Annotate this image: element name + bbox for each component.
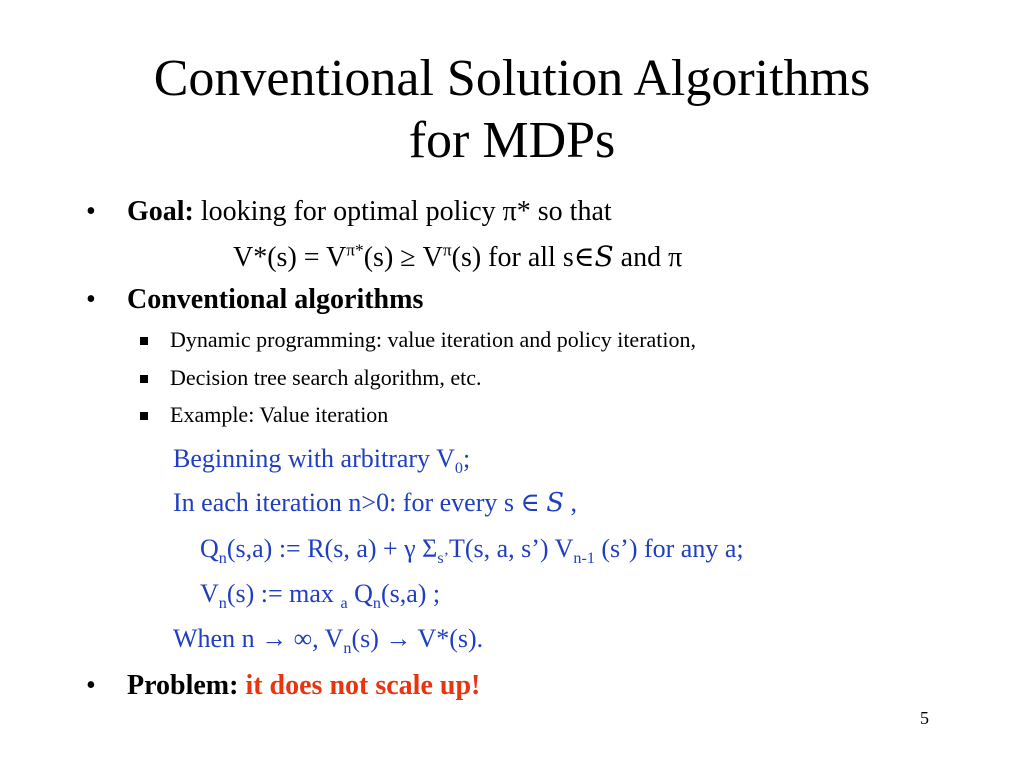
square-bullet-icon <box>140 337 148 345</box>
ex-sub: n <box>218 550 227 568</box>
example-line-3 <box>200 534 744 568</box>
title-line-2: for MDPs <box>408 112 616 169</box>
title-line-1: Conventional Solution Algorithms <box>153 50 871 107</box>
ex-sub: n <box>372 595 381 613</box>
ex-part: When n → ∞, V <box>173 624 344 653</box>
ex-part: V <box>200 579 219 608</box>
ex-part: (s) → V*(s). <box>351 624 484 653</box>
eq-part: (s) ≥ V <box>363 242 443 273</box>
ex-part: ; <box>462 444 471 473</box>
goal-line <box>127 196 612 228</box>
example-line-4 <box>200 579 441 613</box>
page-number: 5 <box>920 708 929 728</box>
ex-part: Q <box>347 579 373 608</box>
example-line-1 <box>173 444 471 478</box>
slide-title <box>0 48 1024 172</box>
goal-text: looking for optimal policy π* so that <box>200 196 612 227</box>
ex-part: , <box>564 488 578 517</box>
goal-label: Goal: <box>127 196 194 227</box>
square-bullet-icon <box>140 412 148 420</box>
ex-sub: n <box>343 640 352 658</box>
sub-item: Dynamic programming: value iteration and policy iteration, <box>170 327 697 352</box>
ex-part: T(s, a, s’) V <box>448 534 574 563</box>
bullet-dot: • <box>86 284 96 315</box>
sub-item: Example: Value iteration <box>170 402 389 427</box>
bullet-dot: • <box>86 670 96 701</box>
conventional-heading <box>127 284 423 316</box>
ex-sub: 0 <box>454 460 463 478</box>
example-line-5 <box>173 624 484 658</box>
sub-item: Decision tree search algorithm, etc. <box>170 365 482 390</box>
eq-part: V*(s) = V <box>233 242 347 273</box>
ex-sub: n-1 <box>573 550 595 568</box>
ex-part: (s,a) := R(s, a) + γ Σ <box>226 534 438 563</box>
state-set-symbol: S <box>546 488 565 518</box>
ex-part: (s’) for any a; <box>594 534 744 563</box>
example-line-2 <box>173 488 577 518</box>
eq-part: and π <box>613 242 683 273</box>
ex-sub: n <box>218 595 227 613</box>
problem-text: it does not scale up! <box>245 670 481 701</box>
eq-sup: π <box>442 240 452 260</box>
goal-equation <box>233 240 682 274</box>
square-bullet-icon <box>140 375 148 383</box>
ex-part: In each iteration n>0: for every s ∈ <box>173 488 547 517</box>
ex-part: (s) := max <box>226 579 341 608</box>
ex-part: Q <box>200 534 219 563</box>
eq-sup: π* <box>346 240 364 260</box>
bullet-dot: • <box>86 196 96 227</box>
ex-part: Beginning with arbitrary V <box>173 444 455 473</box>
ex-part: (s,a) ; <box>380 579 441 608</box>
problem-line <box>127 670 480 702</box>
problem-label: Problem: <box>127 670 239 701</box>
eq-part: (s) for all s∈ <box>451 242 595 273</box>
ex-sub: a <box>340 595 348 613</box>
ex-sub: s’ <box>437 550 449 568</box>
state-set-symbol: S <box>594 240 614 273</box>
conventional-label: Conventional algorithms <box>127 284 424 315</box>
